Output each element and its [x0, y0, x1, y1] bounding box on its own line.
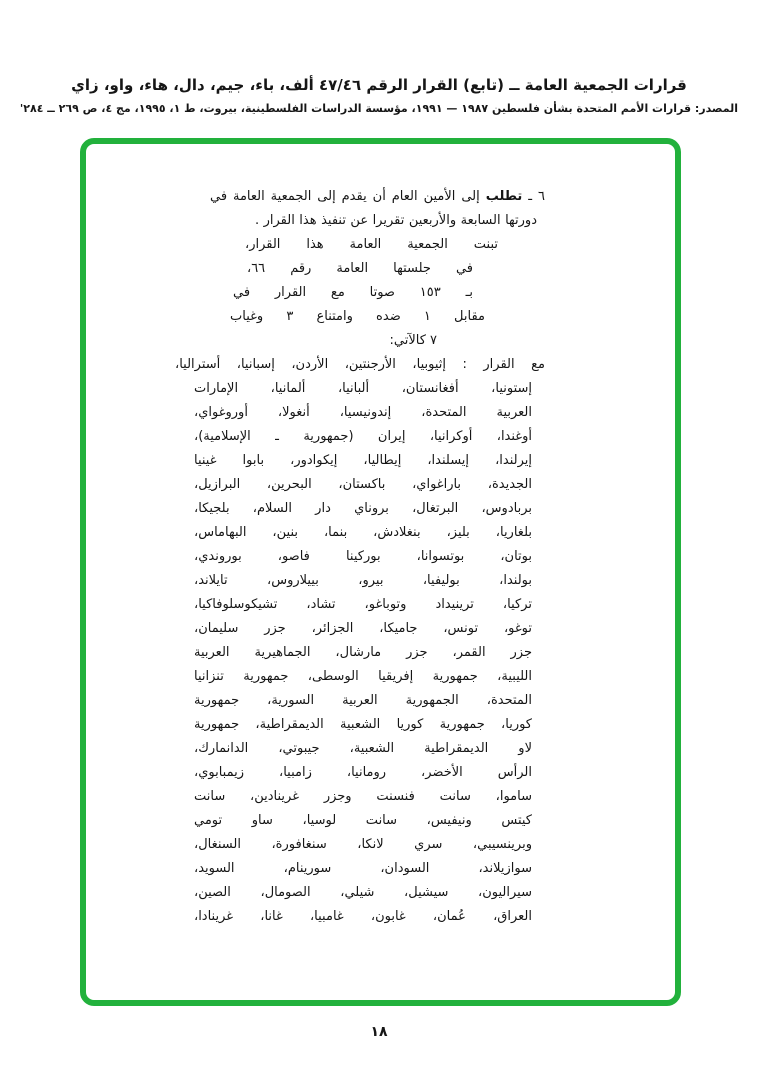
text-line: بـ ١٥٣ صوتا مع القرار في	[233, 285, 474, 300]
text-line: المتحدة، الجمهورية العربية السورية، جمهورية	[194, 693, 532, 708]
text-line: تركيا، ترينيداد وتوباغو، تشاد، تشيكوسلوفاكيا،	[194, 597, 532, 612]
text-line: سيراليون، سيشيل، شيلي، الصومال، الصين،	[194, 885, 532, 900]
text-line: سوازيلاند، السودان، سورينام، السويد،	[194, 861, 532, 876]
page-number: ١٨	[370, 1024, 388, 1040]
resolution-text	[165, 185, 545, 929]
text-line: مقابل ١ ضده وامتناع ٣ وغياب	[230, 309, 485, 324]
text-line: أوغندا، أوكرانيا، إيران (جمهورية ـ الإسلامية)،	[194, 429, 532, 444]
text-line: إيرلندا، إيسلندا، إيطاليا، إيكوادور، بابوا غينيا	[194, 453, 532, 468]
text-line: ٧ كالآتي:	[389, 333, 437, 348]
text-line: العراق، عُمان، غابون، غامبيا، غانا، غرينادا،	[194, 909, 532, 924]
text-line: ساموا، سانت فنسنت وجزر غرينادين، سانت	[194, 789, 532, 804]
request-line-1	[210, 185, 545, 209]
text-line: إستونيا، أفغانستان، ألبانيا، ألمانيا، الإمارات	[194, 381, 532, 396]
vote-note	[165, 233, 545, 353]
request-line-1-rest: إلى الأمين العام أن يقدم إلى الجمعية العامة في	[210, 189, 486, 204]
request-line-2: دورتها السابعة والأربعين تقريرا عن تنفيذ هذا القرار .	[255, 213, 537, 228]
text-line: كيتس ونيفيس، سانت لوسيا، ساو تومي	[194, 813, 532, 828]
text-line: العربية المتحدة، إندونيسيا، أنغولا، أوروغواي،	[194, 405, 532, 420]
text-line: بولندا، بوليفيا، بيرو، بييلاروس، تايلاند،	[194, 573, 532, 588]
header-title: قرارات الجمعية العامة ــ (تابع) القرار الرقم ٤٧/٤٦ ألف، باء، جيم، دال، هاء، واو، زاي	[71, 76, 687, 94]
text-line: الرأس الأخضر، رومانيا، زامبيا، زيمبابوي،	[194, 765, 532, 780]
vote-list	[165, 353, 545, 929]
vote-list-first-line: مع القرار : إثيوبيا، الأرجنتين، الأردن، إسبانيا، أستراليا،	[175, 357, 545, 372]
operative-verb: تطلب	[485, 189, 523, 204]
text-line: جزر القمر، جزر مارشال، الجماهيرية العربية	[194, 645, 532, 660]
text-line: كوريا، جمهورية كوريا الشعبية الديمقراطية، جمهورية	[194, 717, 532, 732]
text-line: وبرينسيبي، سري لانكا، سنغافورة، السنغال،	[194, 837, 532, 852]
text-line: الليبية، جمهورية إفريقيا الوسطى، جمهورية تنزانيا	[194, 669, 532, 684]
clause-number: ٦ ـ	[522, 189, 546, 204]
text-line: بوتان، بوتسوانا، بوركينا فاصو، بوروندي،	[194, 549, 532, 564]
text-line: تبنت الجمعية العامة هذا القرار،	[245, 237, 498, 252]
text-line: بلغاريا، بليز، بنغلادش، بنما، بنين، البهاماس،	[194, 525, 532, 540]
text-line: في جلستها العامة رقم ٦٦،	[247, 261, 473, 276]
text-line: الجديدة، باراغواي، باكستان، البحرين، البرازيل،	[194, 477, 532, 492]
resolution-frame	[80, 138, 681, 1006]
header-source: المصدر: قرارات الأمم المتحدة بشأن فلسطين ١٩٨٧ — ١٩٩١، مؤسسة الدراسات الفلسطينية، بيروت، ط ١، ١٩٩٥، مج ٤، ص ٢٦٩ ــ ٢٨٤'	[19, 102, 739, 115]
text-line: بربادوس، البرتغال، بروناي دار السلام، بلجيكا،	[194, 501, 532, 516]
text-line: توغو، تونس، جاميكا، الجزائر، جزر سليمان،	[194, 621, 532, 636]
text-line: لاو الديمقراطية الشعبية، جيبوتي، الدانمارك،	[194, 741, 532, 756]
